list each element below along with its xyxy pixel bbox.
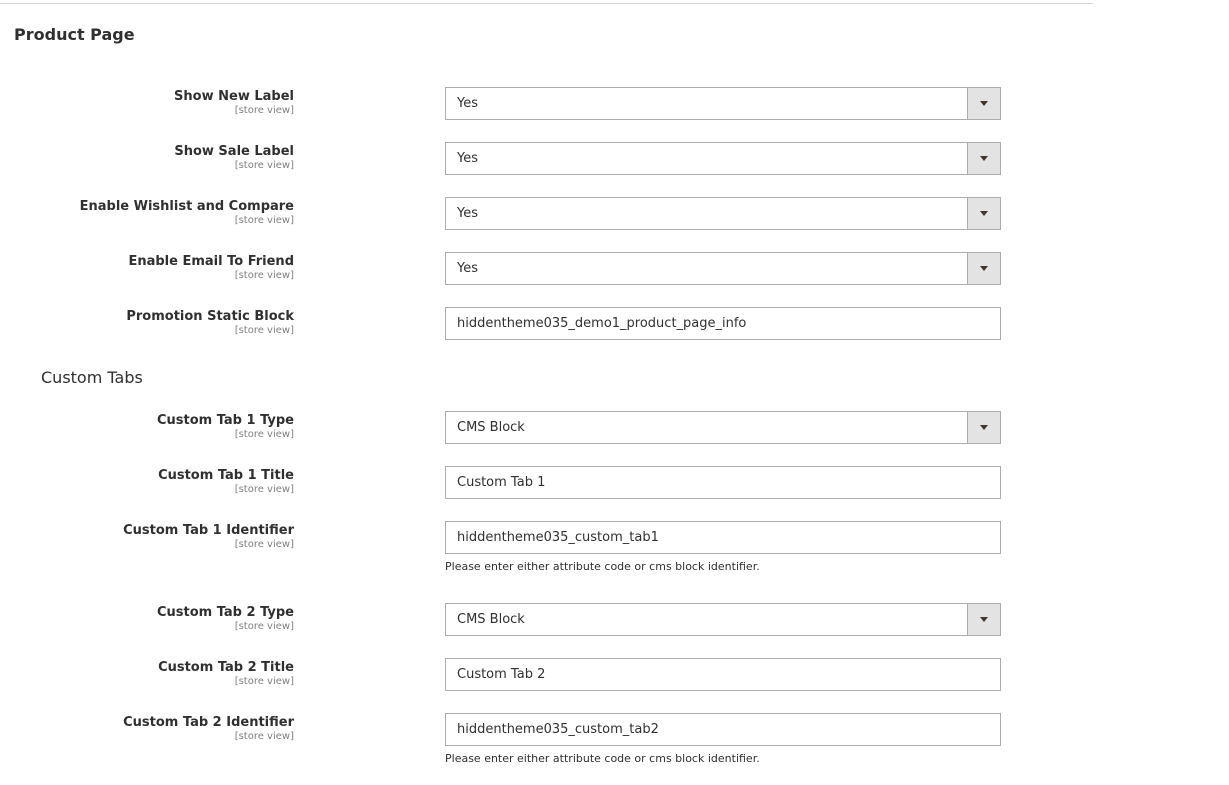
scope-label: [store view]: [234, 676, 294, 687]
field-label: Custom Tab 2 Identifier: [123, 715, 294, 730]
show-new-label-select[interactable]: [445, 87, 1001, 120]
select-toggle[interactable]: [967, 88, 1000, 119]
chevron-down-icon: [980, 156, 988, 161]
field-row-show-new-label: [0, 87, 1093, 121]
custom-tab2-title-input[interactable]: [445, 658, 1001, 691]
input-value: Custom Tab 2: [457, 667, 546, 682]
scope-label: [store view]: [234, 160, 294, 171]
scope-label: [store view]: [234, 325, 294, 336]
field-label-wrap: [0, 604, 294, 633]
field-label-wrap: [0, 88, 294, 117]
enable-wishlist-compare-select[interactable]: [445, 197, 1001, 230]
field-row-custom-tab2-identifier: [0, 713, 1093, 747]
field-label-wrap: [0, 308, 294, 337]
select-value: Yes: [457, 261, 478, 276]
field-label: Show New Label: [174, 89, 294, 104]
field-label: Custom Tab 2 Title: [158, 660, 294, 675]
custom-tabs-title: Custom Tabs: [41, 368, 143, 387]
field-label-wrap: [0, 253, 294, 282]
field-label-wrap: [0, 467, 294, 496]
input-value: Custom Tab 1: [457, 475, 546, 490]
scope-label: [store view]: [234, 105, 294, 116]
chevron-down-icon: [980, 266, 988, 271]
field-label-wrap: [0, 143, 294, 172]
field-label: Show Sale Label: [174, 144, 294, 159]
scope-label: [store view]: [234, 484, 294, 495]
field-label: Enable Email To Friend: [128, 254, 294, 269]
custom-tab1-type-select[interactable]: [445, 411, 1001, 444]
field-label: Custom Tab 1 Identifier: [123, 523, 294, 538]
select-toggle[interactable]: [967, 198, 1000, 229]
field-row-enable-email-friend: [0, 252, 1093, 286]
promotion-static-block-input[interactable]: [445, 307, 1001, 340]
select-value: Yes: [457, 206, 478, 221]
custom-tab2-type-select[interactable]: [445, 603, 1001, 636]
select-value: CMS Block: [457, 420, 525, 435]
scope-label: [store view]: [234, 429, 294, 440]
field-note: Please enter either attribute code or cms block identifier.: [445, 560, 760, 573]
field-row-custom-tab2-title: [0, 658, 1093, 692]
input-value: hiddentheme035_demo1_product_page_info: [457, 316, 747, 331]
select-value: Yes: [457, 96, 478, 111]
select-value: CMS Block: [457, 612, 525, 627]
input-value: hiddentheme035_custom_tab1: [457, 530, 659, 545]
field-label: Custom Tab 1 Title: [158, 468, 294, 483]
scope-label: [store view]: [234, 731, 294, 742]
field-row-promotion-static-block: [0, 307, 1093, 341]
field-row-enable-wishlist-compare: [0, 197, 1093, 231]
chevron-down-icon: [980, 617, 988, 622]
scope-label: [store view]: [234, 215, 294, 226]
field-label: Custom Tab 2 Type: [156, 605, 294, 620]
field-label-wrap: [0, 198, 294, 227]
field-row-custom-tab2-type: [0, 603, 1093, 637]
field-label-wrap: [0, 522, 294, 551]
field-label-wrap: [0, 659, 294, 688]
input-value: hiddentheme035_custom_tab2: [457, 722, 659, 737]
enable-email-friend-select[interactable]: [445, 252, 1001, 285]
select-toggle[interactable]: [967, 604, 1000, 635]
field-label-wrap: [0, 412, 294, 441]
field-row-show-sale-label: [0, 142, 1093, 176]
show-sale-label-select[interactable]: [445, 142, 1001, 175]
section-divider: [0, 3, 1093, 4]
chevron-down-icon: [980, 211, 988, 216]
chevron-down-icon: [980, 101, 988, 106]
select-value: Yes: [457, 151, 478, 166]
field-label-wrap: [0, 714, 294, 743]
custom-tab2-identifier-input[interactable]: [445, 713, 1001, 746]
field-note: Please enter either attribute code or cms block identifier.: [445, 752, 760, 765]
scope-label: [store view]: [234, 621, 294, 632]
select-toggle[interactable]: [967, 412, 1000, 443]
chevron-down-icon: [980, 425, 988, 430]
scope-label: [store view]: [234, 270, 294, 281]
field-label: Custom Tab 1 Type: [156, 413, 294, 428]
custom-tab1-identifier-input[interactable]: [445, 521, 1001, 554]
select-toggle[interactable]: [967, 143, 1000, 174]
field-row-custom-tab1-identifier: [0, 521, 1093, 555]
section-title[interactable]: Product Page: [14, 25, 135, 44]
field-label: Promotion Static Block: [126, 309, 294, 324]
scope-label: [store view]: [234, 539, 294, 550]
field-row-custom-tab1-type: [0, 411, 1093, 445]
custom-tab1-title-input[interactable]: [445, 466, 1001, 499]
field-label: Enable Wishlist and Compare: [79, 199, 294, 214]
field-row-custom-tab1-title: [0, 466, 1093, 500]
select-toggle[interactable]: [967, 253, 1000, 284]
